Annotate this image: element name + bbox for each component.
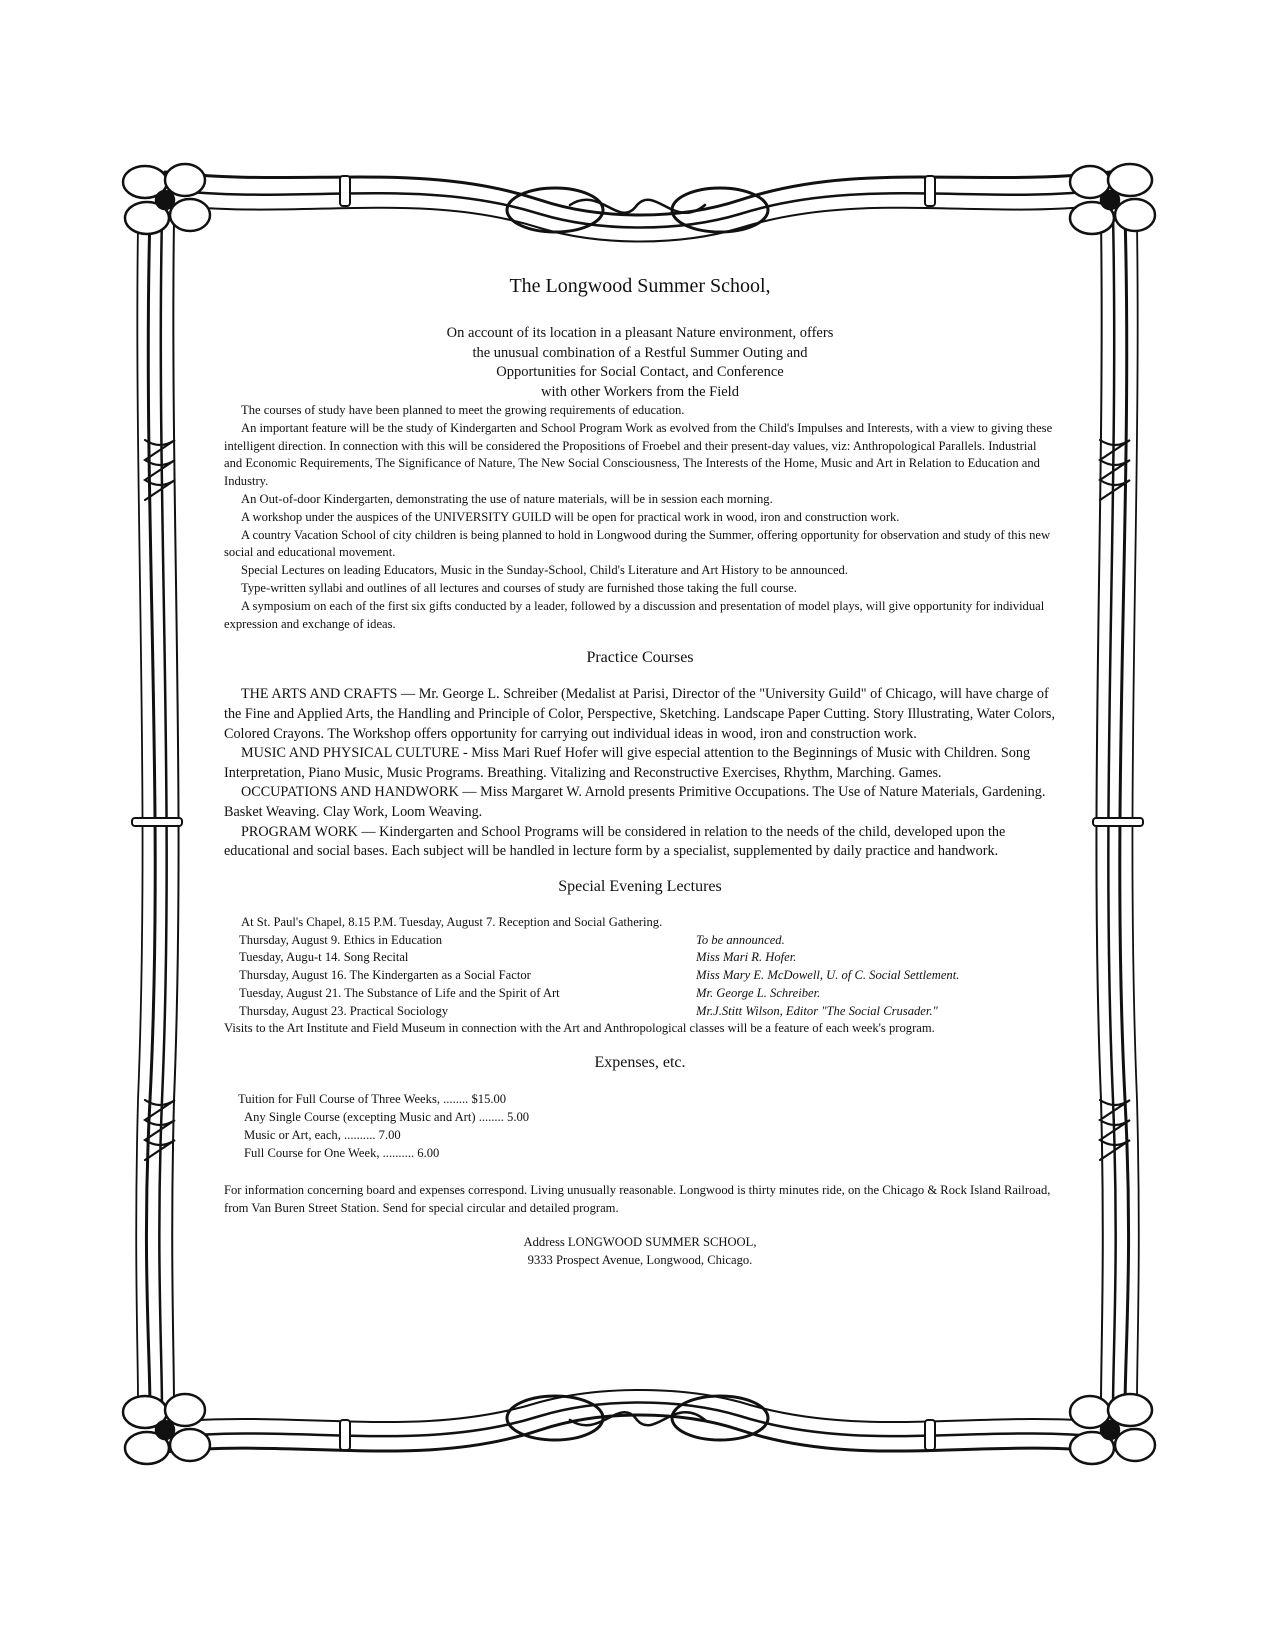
practice-courses-heading: Practice Courses — [586, 649, 694, 667]
practice-course-item: MUSIC AND PHYSICAL CULTURE - Miss Mari Ruef Hofer will give especial attention to the Beginnings of Music with Children. Song Interpretation, Piano Music, Music Programs. Breathing. Vitalizing and Reconstructive Exercises, Rhythm, Marching. Games. — [224, 745, 1031, 781]
expense-line: Full Course for One Week, .......... 6.00 — [244, 1146, 440, 1161]
paragraph: A symposium on each of the first six gifts conducted by a leader, followed by a discussion and presentation of model plays, will give opportunity for individual expression and exchange of ideas. — [224, 598, 1045, 631]
lecture-speaker: Miss Mari R. Hofer. — [696, 950, 797, 965]
expenses-heading: Expenses, etc. — [594, 1054, 686, 1072]
paragraph: Type-written syllabi and outlines of all lectures and courses of study are furnished those taking the full course. — [241, 580, 797, 595]
paragraph: An important feature will be the study of Kindergarten and School Program Work as evolved from the Child's Impulses and Interests, with a view to giving these intelligent direction. In connection with this will be considered the Propositions of Froebel and their present-day values, viz: Anthropological Parallels. Industrial and Economic Requirements, The Significance of Nature, The New Social Consciousness, The Interests of the Home, Music and Art in Relation to Education and Industry. — [224, 420, 1053, 489]
practice-course-item: THE ARTS AND CRAFTS — Mr. George L. Schreiber (Medalist at Parisi, Director of the "University Guild" of Chicago, will have charge of the Fine and Applied Arts, the Handling and Principle of Color, Perspective, Sketching. Landscape Paper Cutting. Story Illustrating, Water Colors, Colored Crayons. The Workshop offers opportunity for carrying out individual ideas in wood, iron and construction work. — [224, 686, 1056, 742]
lecture-row — [224, 949, 1056, 967]
intro-line: with other Workers from the Field — [541, 383, 739, 400]
practice-courses — [224, 685, 1056, 861]
paragraph: The courses of study have been planned to meet the growing requirements of education. — [241, 403, 685, 417]
intro-block — [224, 324, 1056, 402]
paragraph: Special Lectures on leading Educators, Music in the Sunday-School, Child's Literature and Art History to be announced. — [241, 563, 848, 578]
intro-line: On account of its location in a pleasant Nature environment, offers — [446, 325, 834, 341]
lecture-topic: Thursday, August 9. Ethics in Education — [239, 932, 443, 947]
address-line: 9333 Prospect Avenue, Longwood, Chicago. — [527, 1252, 753, 1267]
lecture-speaker: Miss Mary E. McDowell, U. of C. Social Settlement. — [696, 968, 960, 983]
lecture-speaker: To be announced. — [696, 932, 785, 947]
paragraph: A country Vacation School of city children is being planned to hold in Longwood during the Summer, offering opportunity for observation and study of this new social and educational movement. — [224, 527, 1051, 560]
address-line: Address LONGWOOD SUMMER SCHOOL, — [523, 1234, 757, 1249]
evening-lectures-heading: Special Evening Lectures — [558, 877, 722, 895]
practice-course-item: PROGRAM WORK — Kindergarten and School Programs will be considered in relation to the needs of the child, developed upon the educational and social bases. Each subject will be handled in lecture form by a specialist, supplemented by daily practice and handwork. — [224, 823, 1006, 860]
information-paragraph: For information concerning board and expenses correspond. Living unusually reasonable. Longwood is thirty minutes ride, on the Chicago & Rock Island Railroad, from Van Buren Street Station. Send for special circular and detailed program. — [224, 1183, 1051, 1216]
expense-line: Music or Art, each, .......... 7.00 — [244, 1128, 401, 1143]
museum-visits-note: Visits to the Art Institute and Field Museum in connection with the Art and Anthropological classes will be a feature of each week's program. — [224, 1021, 935, 1036]
intro-line: the unusual combination of a Restful Summer Outing and — [472, 344, 808, 361]
lectures-intro: At St. Paul's Chapel, 8.15 P.M. Tuesday, August 7. Reception and Social Gathering. — [241, 914, 663, 929]
expenses-list — [224, 1090, 1056, 1162]
paragraph: An Out-of-door Kindergarten, demonstrating the use of nature materials, will be in session each morning. — [241, 491, 773, 506]
practice-course-item: OCCUPATIONS AND HANDWORK — Miss Margaret W. Arnold presents Primitive Occupations. The Use of Nature Materials, Gardening. Basket Weaving. Clay Work, Loom Weaving. — [224, 784, 1046, 820]
paragraph: A workshop under the auspices of the UNIVERSITY GUILD will be open for practical work in wood, iron and construction work. — [241, 509, 900, 524]
evening-lectures — [224, 914, 1056, 1039]
school-address — [224, 1234, 1056, 1270]
lecture-topic: Thursday, August 23. Practical Sociology — [239, 1003, 449, 1018]
lecture-speaker: Mr.J.Stitt Wilson, Editor "The Social Crusader." — [696, 1003, 938, 1018]
expense-line: Any Single Course (excepting Music and Art) ........ 5.00 — [244, 1110, 530, 1125]
document-title: The Longwood Summer School, — [509, 275, 771, 297]
lecture-topic: Tuesday, Augu-t 14. Song Recital — [239, 950, 409, 965]
lecture-speaker: Mr. George L. Schreiber. — [696, 985, 821, 1000]
lecture-row — [224, 985, 1056, 1003]
lecture-row — [224, 1003, 1056, 1021]
lecture-row — [224, 967, 1056, 985]
lecture-topic: Tuesday, August 21. The Substance of Life and the Spirit of Art — [239, 985, 560, 1000]
general-paragraphs — [224, 402, 1056, 633]
lecture-topic: Thursday, August 16. The Kindergarten as a Social Factor — [239, 968, 531, 983]
lecture-row — [224, 932, 1056, 950]
document-body — [224, 275, 1056, 1269]
intro-line: Opportunities for Social Contact, and Conference — [496, 364, 784, 380]
expense-line: Tuition for Full Course of Three Weeks, ........ $15.00 — [238, 1092, 507, 1107]
